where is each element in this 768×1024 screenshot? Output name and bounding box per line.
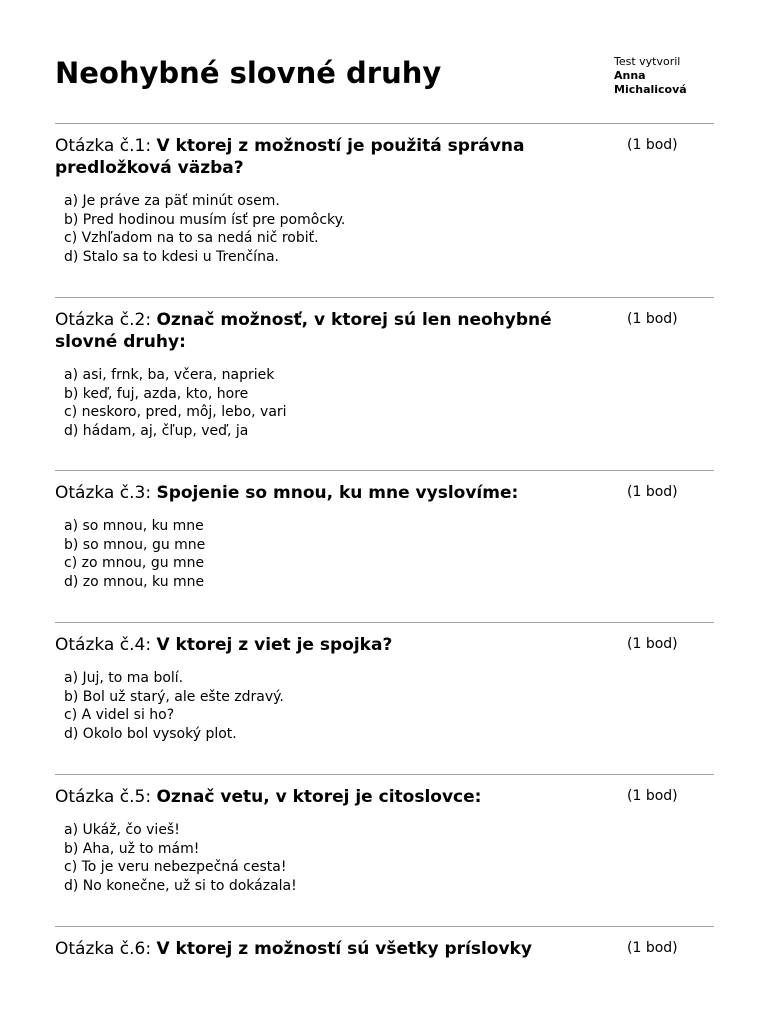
answer-options [64,821,714,896]
question-number: Otázka č.6: [55,939,157,959]
answer-option-b[interactable]: b) Bol už starý, ale ešte zdravý. [64,688,284,705]
author-first-name: Anna [614,69,646,82]
answer-option-a[interactable]: a) asi, frnk, ba, včera, napriek [64,367,275,383]
answer-option-b[interactable]: b) so mnou, gu mne [64,536,206,553]
answer-options [64,669,714,744]
author-info [614,55,687,97]
answer-option-d[interactable]: d) zo mnou, ku mne [64,574,205,591]
question-text: V ktorej z viet je spojka? [156,635,393,655]
question-4 [55,622,714,744]
question-3 [55,470,714,592]
question-text: Spojenie so mnou, ku mne vyslovíme: [156,483,519,503]
question-points: (1 bod) [627,484,678,500]
question-1 [55,123,714,267]
question-text: Označ vetu, v ktorej je citoslovce: [156,787,482,807]
answer-option-d[interactable]: d) Stalo sa to kdesi u Trenčína. [64,249,279,266]
question-points: (1 bod) [627,940,678,956]
question-points: (1 bod) [627,311,678,327]
question-points: (1 bod) [627,137,678,153]
question-text: V ktorej z možností sú všetky príslovky [156,939,532,959]
question-heading [55,482,575,504]
answer-option-d[interactable]: d) hádam, aj, čľup, veď, ja [64,423,249,440]
answer-option-b[interactable]: b) Pred hodinou musím ísť pre pomôcky. [64,211,346,228]
answer-option-a[interactable]: a) Je práve za päť minút osem. [64,193,280,209]
question-heading [55,135,575,179]
question-heading [55,938,575,960]
author-label: Test vytvoril [614,55,681,68]
question-6 [55,926,714,960]
answer-option-a[interactable]: a) Juj, to ma bolí. [64,670,184,686]
question-text: Označ možnosť, v ktorej sú len neohybné slovné druhy: [55,310,552,352]
question-number: Otázka č.2: [55,310,157,330]
question-heading [55,634,575,656]
answer-option-c[interactable]: c) neskoro, pred, môj, lebo, vari [64,404,287,421]
question-number: Otázka č.1: [55,136,157,156]
question-number: Otázka č.3: [55,483,157,503]
answer-option-b[interactable]: b) Aha, už to mám! [64,840,200,857]
question-2 [55,297,714,441]
answer-option-a[interactable]: a) Ukáž, čo vieš! [64,822,180,838]
question-points: (1 bod) [627,636,678,652]
page-title: Neohybné slovné druhy [55,56,442,90]
answer-options [64,517,714,592]
author-last-name: Michalicová [614,83,687,96]
answer-option-a[interactable]: a) so mnou, ku mne [64,518,204,534]
answer-option-d[interactable]: d) No konečne, už si to dokázala! [64,878,297,895]
answer-options [64,192,714,267]
question-heading [55,786,575,808]
question-5 [55,774,714,896]
answer-option-b[interactable]: b) keď, fuj, azda, kto, hore [64,385,249,402]
answer-option-c[interactable]: c) To je veru nebezpečná cesta! [64,859,287,876]
answer-option-c[interactable]: c) A videl si ho? [64,707,175,724]
question-number: Otázka č.4: [55,635,157,655]
question-number: Otázka č.5: [55,787,157,807]
question-heading [55,309,575,353]
answer-option-c[interactable]: c) zo mnou, gu mne [64,555,205,572]
question-text: V ktorej z možností je použitá správna predložková väzba? [55,136,525,178]
answer-options [64,366,714,441]
answer-option-c[interactable]: c) Vzhľadom na to sa nedá nič robiť. [64,230,319,247]
question-points: (1 bod) [627,788,678,804]
answer-option-d[interactable]: d) Okolo bol vysoký plot. [64,726,237,743]
